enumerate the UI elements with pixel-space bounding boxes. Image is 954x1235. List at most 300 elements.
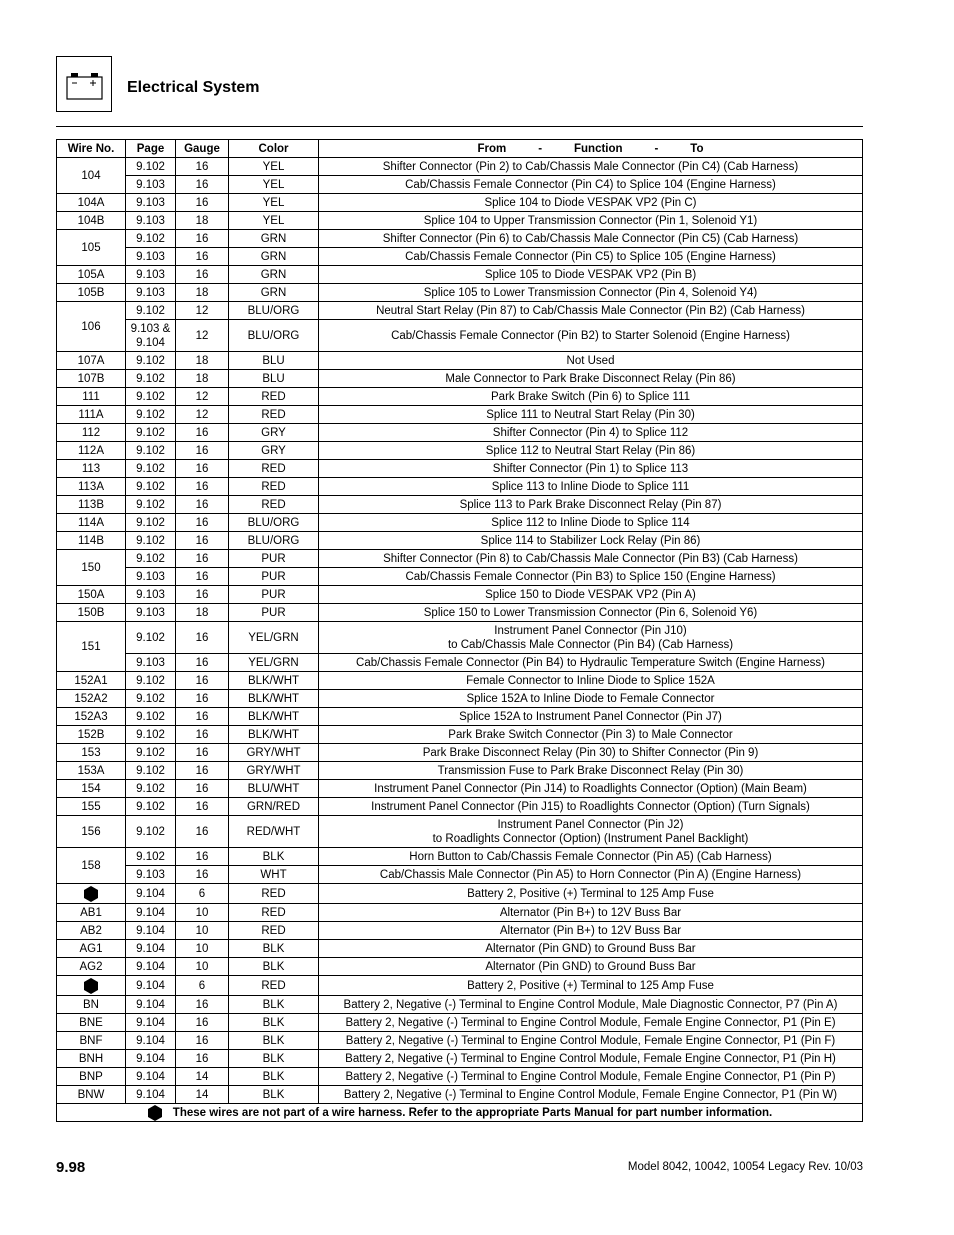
page-cell: 9.102 bbox=[126, 726, 176, 744]
function-cell: Battery 2, Negative (-) Terminal to Engine Control Module, Female Engine Connector, P1 (Pin F) bbox=[319, 1032, 863, 1050]
function-cell: Battery 2, Negative (-) Terminal to Engine Control Module, Female Engine Connector, P1 (Pin E) bbox=[319, 1014, 863, 1032]
gauge-cell: 16 bbox=[176, 816, 229, 848]
table-row bbox=[57, 388, 863, 406]
table-row bbox=[57, 976, 863, 996]
function-cell: Splice 114 to Stabilizer Lock Relay (Pin 86) bbox=[319, 532, 863, 550]
table-row bbox=[57, 1068, 863, 1086]
gauge-cell: 18 bbox=[176, 212, 229, 230]
gauge-cell: 12 bbox=[176, 406, 229, 424]
wire-no-cell: 114A bbox=[57, 514, 126, 532]
page-cell bbox=[126, 320, 176, 352]
color-cell: RED bbox=[229, 388, 319, 406]
gauge-cell: 14 bbox=[176, 1086, 229, 1104]
function-cell: Shifter Connector (Pin 4) to Splice 112 bbox=[319, 424, 863, 442]
page-cell: 9.102 bbox=[126, 352, 176, 370]
gauge-cell: 16 bbox=[176, 780, 229, 798]
gauge-cell: 10 bbox=[176, 958, 229, 976]
wire-no-cell: 112 bbox=[57, 424, 126, 442]
table-row bbox=[57, 442, 863, 460]
wire-no-cell bbox=[57, 884, 126, 904]
gauge-cell: 16 bbox=[176, 654, 229, 672]
page-cell: 9.104 bbox=[126, 1032, 176, 1050]
wire-no-cell: AB2 bbox=[57, 922, 126, 940]
table-row bbox=[57, 762, 863, 780]
color-cell: BLK/WHT bbox=[229, 690, 319, 708]
table-header-row bbox=[57, 140, 863, 158]
table-row bbox=[57, 780, 863, 798]
wire-no-cell: 111A bbox=[57, 406, 126, 424]
footnote-cell bbox=[57, 1104, 863, 1122]
function-cell: Splice 111 to Neutral Start Relay (Pin 30) bbox=[319, 406, 863, 424]
color-cell: BLK bbox=[229, 1068, 319, 1086]
wire-no-cell: BNF bbox=[57, 1032, 126, 1050]
color-cell: BLK/WHT bbox=[229, 726, 319, 744]
function-cell: Horn Button to Cab/Chassis Female Connector (Pin A5) (Cab Harness) bbox=[319, 848, 863, 866]
table-row bbox=[57, 1032, 863, 1050]
function-cell: Cab/Chassis Female Connector (Pin B3) to Splice 150 (Engine Harness) bbox=[319, 568, 863, 586]
color-cell: GRY bbox=[229, 424, 319, 442]
gauge-cell: 10 bbox=[176, 922, 229, 940]
table-row bbox=[57, 848, 863, 866]
function-cell: Splice 104 to Upper Transmission Connector (Pin 1, Solenoid Y1) bbox=[319, 212, 863, 230]
page-cell: 9.102 bbox=[126, 478, 176, 496]
page-cell: 9.103 bbox=[126, 266, 176, 284]
gauge-cell: 6 bbox=[176, 976, 229, 996]
page-cell: 9.102 bbox=[126, 672, 176, 690]
table-row bbox=[57, 460, 863, 478]
wire-no-cell: BNP bbox=[57, 1068, 126, 1086]
wire-no-cell: 152B bbox=[57, 726, 126, 744]
color-cell: BLK bbox=[229, 1014, 319, 1032]
table-row bbox=[57, 1086, 863, 1104]
function-line: Instrument Panel Connector (Pin J10) bbox=[494, 624, 687, 637]
table-row bbox=[57, 1050, 863, 1068]
gauge-cell: 16 bbox=[176, 996, 229, 1014]
function-cell: Splice 150 to Lower Transmission Connector (Pin 6, Solenoid Y6) bbox=[319, 604, 863, 622]
wire-no-cell: 152A1 bbox=[57, 672, 126, 690]
col-header-color: Color bbox=[229, 140, 319, 158]
function-cell: Instrument Panel Connector (Pin J14) to Roadlights Connector (Option) (Main Beam) bbox=[319, 780, 863, 798]
color-cell: YEL/GRN bbox=[229, 654, 319, 672]
table-row bbox=[57, 302, 863, 320]
gauge-cell: 6 bbox=[176, 884, 229, 904]
gauge-cell: 10 bbox=[176, 940, 229, 958]
color-cell: WHT bbox=[229, 866, 319, 884]
color-cell: RED bbox=[229, 922, 319, 940]
hexagon-marker-icon bbox=[83, 886, 99, 902]
color-cell: GRN/RED bbox=[229, 798, 319, 816]
page-cell: 9.102 bbox=[126, 532, 176, 550]
wire-no-cell: BNE bbox=[57, 1014, 126, 1032]
col-header-wire-no: Wire No. bbox=[57, 140, 126, 158]
function-cell: Cab/Chassis Female Connector (Pin C4) to Splice 104 (Engine Harness) bbox=[319, 176, 863, 194]
function-line: to Roadlights Connector (Option) (Instrument Panel Backlight) bbox=[432, 832, 749, 845]
gauge-cell: 16 bbox=[176, 848, 229, 866]
page-cell: 9.103 bbox=[126, 586, 176, 604]
color-cell: RED bbox=[229, 478, 319, 496]
table-row bbox=[57, 532, 863, 550]
function-cell: Shifter Connector (Pin 6) to Cab/Chassis Male Connector (Pin C5) (Cab Harness) bbox=[319, 230, 863, 248]
table-row bbox=[57, 406, 863, 424]
function-cell: Alternator (Pin B+) to 12V Buss Bar bbox=[319, 922, 863, 940]
table-row bbox=[57, 496, 863, 514]
gauge-cell: 16 bbox=[176, 744, 229, 762]
wire-no-cell: 107B bbox=[57, 370, 126, 388]
wire-no-cell: BNW bbox=[57, 1086, 126, 1104]
page-cell: 9.104 bbox=[126, 1050, 176, 1068]
table-row bbox=[57, 586, 863, 604]
color-cell: YEL/GRN bbox=[229, 622, 319, 654]
page-cell: 9.103 bbox=[126, 248, 176, 266]
gauge-cell: 16 bbox=[176, 514, 229, 532]
table-row bbox=[57, 266, 863, 284]
page-cell: 9.102 bbox=[126, 514, 176, 532]
gauge-cell: 12 bbox=[176, 302, 229, 320]
gauge-cell: 12 bbox=[176, 388, 229, 406]
function-cell: Battery 2, Positive (+) Terminal to 125 Amp Fuse bbox=[319, 884, 863, 904]
gauge-cell: 18 bbox=[176, 284, 229, 302]
color-cell: GRN bbox=[229, 266, 319, 284]
page-cell: 9.102 bbox=[126, 622, 176, 654]
color-cell: RED bbox=[229, 976, 319, 996]
wire-no-cell: 155 bbox=[57, 798, 126, 816]
gauge-cell: 18 bbox=[176, 352, 229, 370]
battery-icon bbox=[57, 57, 113, 113]
wire-no-cell: 105A bbox=[57, 266, 126, 284]
table-row bbox=[57, 922, 863, 940]
wire-no-cell: 153A bbox=[57, 762, 126, 780]
wire-no-cell: AB1 bbox=[57, 904, 126, 922]
wire-no-cell: BNH bbox=[57, 1050, 126, 1068]
color-cell: BLU bbox=[229, 370, 319, 388]
color-cell: BLK bbox=[229, 940, 319, 958]
page-cell: 9.103 bbox=[126, 194, 176, 212]
battery-icon-box bbox=[56, 56, 112, 112]
color-cell: YEL bbox=[229, 176, 319, 194]
function-cell: Alternator (Pin GND) to Ground Buss Bar bbox=[319, 958, 863, 976]
color-cell: BLK bbox=[229, 848, 319, 866]
table-row bbox=[57, 996, 863, 1014]
page-line: 9.103 & bbox=[130, 322, 171, 335]
table-row bbox=[57, 690, 863, 708]
table-row bbox=[57, 726, 863, 744]
wire-table bbox=[56, 139, 863, 1122]
wire-no-cell: 106 bbox=[57, 302, 126, 352]
gauge-cell: 16 bbox=[176, 1050, 229, 1068]
wire-no-cell: 105B bbox=[57, 284, 126, 302]
gauge-cell: 16 bbox=[176, 460, 229, 478]
color-cell: BLK bbox=[229, 958, 319, 976]
page-cell: 9.102 bbox=[126, 550, 176, 568]
function-cell: Instrument Panel Connector (Pin J15) to Roadlights Connector (Option) (Turn Signals) bbox=[319, 798, 863, 816]
color-cell: BLU bbox=[229, 352, 319, 370]
footer-model-rev: Model 8042, 10042, 10054 Legacy Rev. 10/03 bbox=[627, 1161, 863, 1173]
gauge-cell: 16 bbox=[176, 442, 229, 460]
page-cell: 9.102 bbox=[126, 406, 176, 424]
function-cell: Cab/Chassis Female Connector (Pin B4) to Hydraulic Temperature Switch (Engine Harness) bbox=[319, 654, 863, 672]
color-cell: PUR bbox=[229, 604, 319, 622]
table-row bbox=[57, 884, 863, 904]
wire-no-cell: 112A bbox=[57, 442, 126, 460]
function-cell: Battery 2, Negative (-) Terminal to Engine Control Module, Female Engine Connector, P1 (Pin W) bbox=[319, 1086, 863, 1104]
color-cell: BLU/ORG bbox=[229, 320, 319, 352]
page-cell: 9.102 bbox=[126, 762, 176, 780]
page-cell: 9.104 bbox=[126, 1068, 176, 1086]
wire-no-cell: 152A3 bbox=[57, 708, 126, 726]
table-row bbox=[57, 672, 863, 690]
wire-no-cell: BN bbox=[57, 996, 126, 1014]
function-cell: Splice 105 to Diode VESPAK VP2 (Pin B) bbox=[319, 266, 863, 284]
wire-no-cell: 104B bbox=[57, 212, 126, 230]
page-cell: 9.102 bbox=[126, 708, 176, 726]
wire-table-body bbox=[57, 158, 863, 1104]
table-row bbox=[57, 212, 863, 230]
color-cell: BLK/WHT bbox=[229, 708, 319, 726]
wire-no-cell: 104A bbox=[57, 194, 126, 212]
function-cell: Cab/Chassis Male Connector (Pin A5) to Horn Connector (Pin A) (Engine Harness) bbox=[319, 866, 863, 884]
gauge-cell: 16 bbox=[176, 622, 229, 654]
page-cell: 9.104 bbox=[126, 996, 176, 1014]
color-cell: RED bbox=[229, 406, 319, 424]
color-cell: BLK bbox=[229, 1050, 319, 1068]
table-row bbox=[57, 1014, 863, 1032]
gauge-cell: 18 bbox=[176, 604, 229, 622]
gauge-cell: 16 bbox=[176, 478, 229, 496]
page-cell: 9.102 bbox=[126, 302, 176, 320]
wire-no-cell: 150B bbox=[57, 604, 126, 622]
gauge-cell: 16 bbox=[176, 672, 229, 690]
function-cell: Shifter Connector (Pin 1) to Splice 113 bbox=[319, 460, 863, 478]
wire-no-cell: 105 bbox=[57, 230, 126, 266]
page-number: 9.98 bbox=[56, 1159, 86, 1176]
gauge-cell: 16 bbox=[176, 568, 229, 586]
page-cell: 9.102 bbox=[126, 158, 176, 176]
color-cell: YEL bbox=[229, 212, 319, 230]
page-cell: 9.104 bbox=[126, 884, 176, 904]
page-cell: 9.104 bbox=[126, 958, 176, 976]
page-cell: 9.104 bbox=[126, 922, 176, 940]
header-rule bbox=[56, 126, 863, 127]
gauge-cell: 16 bbox=[176, 726, 229, 744]
table-row bbox=[57, 904, 863, 922]
table-row bbox=[57, 158, 863, 176]
wire-no-cell: 104 bbox=[57, 158, 126, 194]
wire-no-cell: 114B bbox=[57, 532, 126, 550]
page-cell: 9.102 bbox=[126, 442, 176, 460]
gauge-cell: 16 bbox=[176, 762, 229, 780]
gauge-cell: 12 bbox=[176, 320, 229, 352]
gauge-cell: 16 bbox=[176, 176, 229, 194]
function-cell: Park Brake Switch Connector (Pin 3) to Male Connector bbox=[319, 726, 863, 744]
wire-no-cell: 153 bbox=[57, 744, 126, 762]
function-cell: Neutral Start Relay (Pin 87) to Cab/Chassis Male Connector (Pin B2) (Cab Harness) bbox=[319, 302, 863, 320]
function-cell: Battery 2, Negative (-) Terminal to Engine Control Module, Female Engine Connector, P1 (Pin H) bbox=[319, 1050, 863, 1068]
page-cell: 9.104 bbox=[126, 1086, 176, 1104]
function-cell: Park Brake Switch (Pin 6) to Splice 111 bbox=[319, 388, 863, 406]
color-cell: PUR bbox=[229, 568, 319, 586]
wire-no-cell: AG2 bbox=[57, 958, 126, 976]
col-header-page: Page bbox=[126, 140, 176, 158]
wire-no-cell: 150 bbox=[57, 550, 126, 586]
table-row bbox=[57, 654, 863, 672]
color-cell: RED bbox=[229, 884, 319, 904]
color-cell: GRY/WHT bbox=[229, 744, 319, 762]
color-cell: YEL bbox=[229, 194, 319, 212]
table-row bbox=[57, 514, 863, 532]
color-cell: BLK bbox=[229, 1032, 319, 1050]
table-row bbox=[57, 798, 863, 816]
function-cell: Splice 150 to Diode VESPAK VP2 (Pin A) bbox=[319, 586, 863, 604]
function-cell: Park Brake Disconnect Relay (Pin 30) to Shifter Connector (Pin 9) bbox=[319, 744, 863, 762]
color-cell: BLU/ORG bbox=[229, 532, 319, 550]
gauge-cell: 16 bbox=[176, 424, 229, 442]
color-cell: BLK/WHT bbox=[229, 672, 319, 690]
color-cell: GRY/WHT bbox=[229, 762, 319, 780]
function-cell: Cab/Chassis Female Connector (Pin B2) to Starter Solenoid (Engine Harness) bbox=[319, 320, 863, 352]
color-cell: BLK bbox=[229, 1086, 319, 1104]
gauge-cell: 16 bbox=[176, 496, 229, 514]
color-cell: YEL bbox=[229, 158, 319, 176]
wire-no-cell: 154 bbox=[57, 780, 126, 798]
wire-no-cell: 107A bbox=[57, 352, 126, 370]
page-cell: 9.103 bbox=[126, 604, 176, 622]
table-row bbox=[57, 230, 863, 248]
gauge-cell: 16 bbox=[176, 532, 229, 550]
page-cell: 9.104 bbox=[126, 1014, 176, 1032]
hexagon-marker-icon bbox=[147, 1105, 163, 1121]
function-cell: Splice 112 to Neutral Start Relay (Pin 86) bbox=[319, 442, 863, 460]
function-cell: Battery 2, Negative (-) Terminal to Engine Control Module, Male Diagnostic Connector, P7 (Pin A) bbox=[319, 996, 863, 1014]
function-cell: Shifter Connector (Pin 2) to Cab/Chassis Male Connector (Pin C4) (Cab Harness) bbox=[319, 158, 863, 176]
gauge-cell: 16 bbox=[176, 248, 229, 266]
wire-no-cell: 150A bbox=[57, 586, 126, 604]
table-row bbox=[57, 550, 863, 568]
section-title: Electrical System bbox=[127, 79, 260, 96]
footnote-row bbox=[57, 1104, 863, 1122]
function-cell: Alternator (Pin GND) to Ground Buss Bar bbox=[319, 940, 863, 958]
function-cell: Battery 2, Positive (+) Terminal to 125 Amp Fuse bbox=[319, 976, 863, 996]
table-row bbox=[57, 708, 863, 726]
page-cell: 9.102 bbox=[126, 798, 176, 816]
col-header-gauge: Gauge bbox=[176, 140, 229, 158]
table-row bbox=[57, 284, 863, 302]
function-cell: Splice 152A to Inline Diode to Female Connector bbox=[319, 690, 863, 708]
function-cell: Transmission Fuse to Park Brake Disconnect Relay (Pin 30) bbox=[319, 762, 863, 780]
wire-no-cell: 113 bbox=[57, 460, 126, 478]
function-cell: Battery 2, Negative (-) Terminal to Engine Control Module, Female Engine Connector, P1 (Pin P) bbox=[319, 1068, 863, 1086]
gauge-cell: 16 bbox=[176, 158, 229, 176]
gauge-cell: 10 bbox=[176, 904, 229, 922]
function-cell: Male Connector to Park Brake Disconnect Relay (Pin 86) bbox=[319, 370, 863, 388]
color-cell: GRN bbox=[229, 248, 319, 266]
color-cell: RED bbox=[229, 460, 319, 478]
wire-no-cell: 152A2 bbox=[57, 690, 126, 708]
page-cell: 9.102 bbox=[126, 690, 176, 708]
page-cell: 9.103 bbox=[126, 866, 176, 884]
table-row bbox=[57, 424, 863, 442]
page-cell: 9.103 bbox=[126, 176, 176, 194]
color-cell: BLU/ORG bbox=[229, 302, 319, 320]
table-row bbox=[57, 370, 863, 388]
table-row bbox=[57, 958, 863, 976]
table-row bbox=[57, 194, 863, 212]
gauge-cell: 16 bbox=[176, 708, 229, 726]
function-cell: Shifter Connector (Pin 8) to Cab/Chassis Male Connector (Pin B3) (Cab Harness) bbox=[319, 550, 863, 568]
page-cell: 9.102 bbox=[126, 388, 176, 406]
hexagon-marker-icon bbox=[83, 978, 99, 994]
function-line: to Cab/Chassis Male Connector (Pin B4) (Cab Harness) bbox=[447, 638, 734, 651]
gauge-cell: 16 bbox=[176, 194, 229, 212]
page-cell: 9.104 bbox=[126, 976, 176, 996]
color-cell: BLU/WHT bbox=[229, 780, 319, 798]
function-cell: Cab/Chassis Female Connector (Pin C5) to Splice 105 (Engine Harness) bbox=[319, 248, 863, 266]
wire-no-cell: 151 bbox=[57, 622, 126, 672]
gauge-cell: 16 bbox=[176, 1032, 229, 1050]
table-row bbox=[57, 744, 863, 762]
table-row bbox=[57, 866, 863, 884]
page-cell: 9.103 bbox=[126, 212, 176, 230]
wire-no-cell: 111 bbox=[57, 388, 126, 406]
page-cell: 9.102 bbox=[126, 230, 176, 248]
function-cell: Splice 104 to Diode VESPAK VP2 (Pin C) bbox=[319, 194, 863, 212]
table-row bbox=[57, 248, 863, 266]
color-cell: RED bbox=[229, 904, 319, 922]
function-cell: Splice 105 to Lower Transmission Connector (Pin 4, Solenoid Y4) bbox=[319, 284, 863, 302]
page-cell: 9.102 bbox=[126, 780, 176, 798]
color-cell: RED bbox=[229, 496, 319, 514]
page-cell: 9.102 bbox=[126, 848, 176, 866]
color-cell: PUR bbox=[229, 550, 319, 568]
table-row bbox=[57, 320, 863, 352]
color-cell: GRN bbox=[229, 284, 319, 302]
function-cell: Alternator (Pin B+) to 12V Buss Bar bbox=[319, 904, 863, 922]
gauge-cell: 16 bbox=[176, 230, 229, 248]
wire-no-cell: 158 bbox=[57, 848, 126, 884]
gauge-cell: 18 bbox=[176, 370, 229, 388]
wire-no-cell bbox=[57, 976, 126, 996]
function-cell: Not Used bbox=[319, 352, 863, 370]
color-cell: BLU/ORG bbox=[229, 514, 319, 532]
gauge-cell: 16 bbox=[176, 1014, 229, 1032]
color-cell: BLK bbox=[229, 996, 319, 1014]
color-cell: GRN bbox=[229, 230, 319, 248]
page-cell: 9.102 bbox=[126, 424, 176, 442]
table-row bbox=[57, 940, 863, 958]
col-header-function: From - Function - To bbox=[319, 140, 863, 158]
function-cell: Splice 152A to Instrument Panel Connector (Pin J7) bbox=[319, 708, 863, 726]
page-cell: 9.103 bbox=[126, 284, 176, 302]
page-cell: 9.102 bbox=[126, 816, 176, 848]
function-cell: Splice 112 to Inline Diode to Splice 114 bbox=[319, 514, 863, 532]
color-cell: GRY bbox=[229, 442, 319, 460]
wire-no-cell: AG1 bbox=[57, 940, 126, 958]
table-row bbox=[57, 478, 863, 496]
gauge-cell: 14 bbox=[176, 1068, 229, 1086]
page-cell: 9.102 bbox=[126, 744, 176, 762]
page-cell: 9.104 bbox=[126, 904, 176, 922]
wire-no-cell: 113B bbox=[57, 496, 126, 514]
page-cell: 9.103 bbox=[126, 654, 176, 672]
color-cell: PUR bbox=[229, 586, 319, 604]
table-row bbox=[57, 622, 863, 654]
wire-no-cell: 156 bbox=[57, 816, 126, 848]
page-cell: 9.102 bbox=[126, 460, 176, 478]
gauge-cell: 16 bbox=[176, 550, 229, 568]
page-cell: 9.102 bbox=[126, 370, 176, 388]
function-cell: Female Connector to Inline Diode to Splice 152A bbox=[319, 672, 863, 690]
function-cell: Splice 113 to Inline Diode to Splice 111 bbox=[319, 478, 863, 496]
page-cell: 9.104 bbox=[126, 940, 176, 958]
